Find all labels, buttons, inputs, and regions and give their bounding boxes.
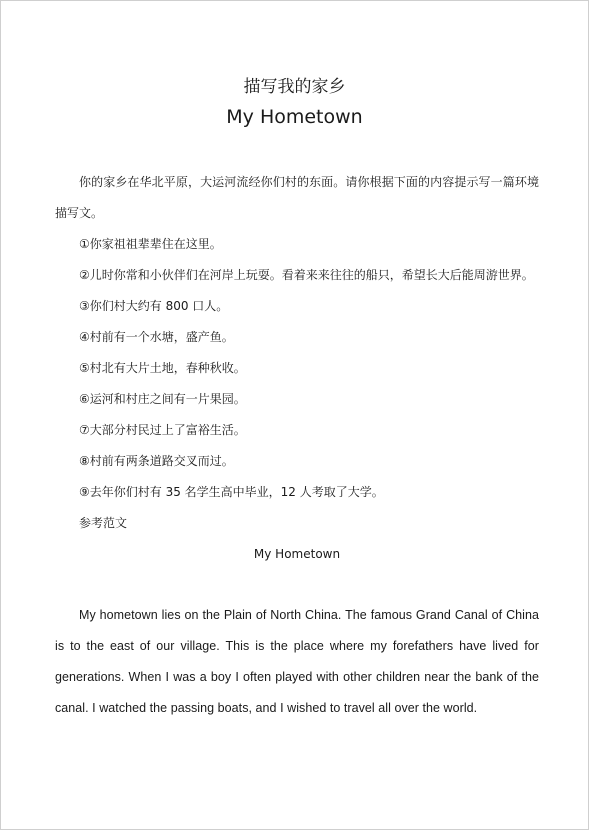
prompt-point-8: ⑧村前有两条道路交叉而过。	[79, 454, 234, 468]
prompt-point-7: ⑦大部分村民过上了富裕生活。	[79, 423, 246, 437]
prompt-point-9: ⑨去年你们村有 35 名学生高中毕业，12 人考取了大学。	[79, 485, 384, 499]
reference-essay-label: 参考范文	[79, 516, 128, 530]
prompt-point-2: ②儿时你常和小伙伴们在河岸上玩耍。看着来来往往的船只，希望长大后能周游世界。	[79, 268, 534, 282]
spacer	[55, 570, 539, 600]
prompt-point-5: ⑤村北有大片土地，春种秋收。	[79, 361, 246, 375]
prompt-point-3: ③你们村大约有 800 口人。	[79, 299, 229, 313]
essay-paragraph: My hometown lies on the Plain of North China. The famous Grand Canal of China is to the east of our village. This is the place where my forefathers have lived for generations. When I was a boy I often played with other children near the bank of the canal. I watched the passing boats, and I wished to travel all over the world.	[55, 608, 539, 715]
page-title-english: My Hometown	[226, 106, 363, 128]
task-instructions: 你的家乡在华北平原，大运河流经你们村的东面。请你根据下面的内容提示写一篇环境描写文。	[55, 175, 539, 220]
page-title-chinese: 描写我的家乡	[243, 77, 346, 97]
prompt-point-1: ①你家祖祖辈辈住在这里。	[79, 237, 222, 251]
prompt-point-6: ⑥运河和村庄之间有一片果园。	[79, 392, 246, 406]
prompt-point-4: ④村前有一个水塘，盛产鱼。	[79, 330, 234, 344]
essay-title: My Hometown	[253, 547, 341, 561]
document-body	[55, 167, 539, 724]
